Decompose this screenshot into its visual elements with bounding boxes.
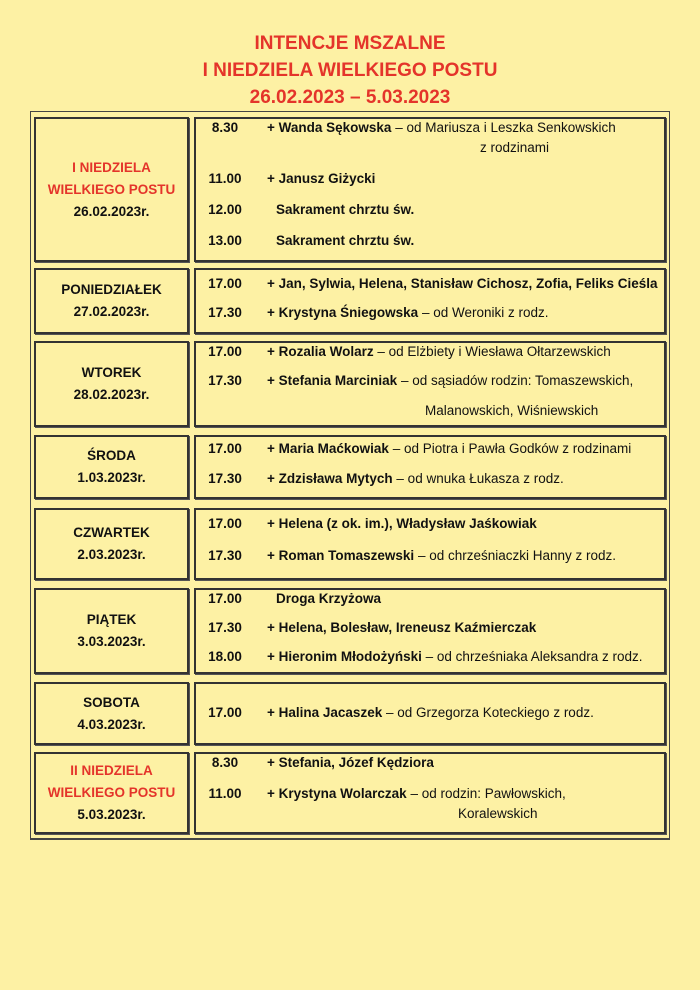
mass-time: 18.00 — [208, 649, 242, 664]
mass-time: 17.00 — [208, 516, 242, 531]
day-date: 26.02.2023r. — [73, 203, 150, 219]
mass-intention-cont: z rodzinami — [480, 140, 550, 155]
mass-intention-name: + Helena, Bolesław, Ireneusz Kaźmierczak — [267, 620, 537, 635]
mass-intention-cont: Malanowskich, Wiśniewskich — [425, 403, 599, 418]
mass-time: 17.30 — [208, 373, 242, 388]
mass-time: 17.00 — [208, 591, 242, 606]
mass-intention-note: – od Grzegorza Koteckiego z rodz. — [382, 705, 594, 720]
mass-intention-note: – od Weroniki z rodz. — [418, 305, 549, 320]
mass-intention-name: + Helena (z ok. im.), Władysław Jaśkowiak — [267, 516, 537, 531]
day-row-sunday-2 — [34, 752, 666, 834]
day-label — [34, 268, 189, 334]
day-label — [34, 435, 189, 499]
mass-intention-note: – od sąsiadów rodzin: Tomaszewskich, — [397, 373, 634, 388]
mass-time: 12.00 — [208, 202, 242, 217]
day-name: PONIEDZIAŁEK — [61, 282, 162, 297]
page-title-line-2: I NIEDZIELA WIELKIEGO POSTU — [202, 60, 498, 81]
mass-time: 17.30 — [208, 620, 242, 635]
day-label — [34, 341, 189, 427]
mass-intention-name: + Stefania Marciniak — [267, 373, 398, 388]
day-row-sunday-1 — [34, 117, 666, 262]
mass-intention-name: + Krystyna Wolarczak — [267, 786, 407, 801]
mass-intention-name: + Rozalia Wolarz — [267, 344, 374, 359]
day-row-saturday — [34, 682, 666, 745]
mass-time: 17.30 — [208, 471, 242, 486]
day-date: 3.03.2023r. — [77, 634, 146, 649]
mass-list — [194, 117, 666, 262]
mass-time: 11.00 — [208, 171, 242, 186]
day-row-friday — [34, 588, 666, 674]
day-row-wednesday — [34, 435, 666, 499]
mass-intention-name: + Maria Maćkowiak — [267, 441, 389, 456]
mass-intention-name: + Jan, Sylwia, Helena, Stanisław Cichosz, Zofia, Feliks Cieśla — [267, 276, 658, 291]
mass-intention-name: + Hieronim Młodożyński — [267, 649, 422, 664]
mass-intention-cont: Koralewskich — [458, 806, 538, 821]
mass-intention-name: + Janusz Giżycki — [267, 171, 376, 186]
day-date: 4.03.2023r. — [77, 716, 146, 732]
day-date: 1.03.2023r. — [77, 470, 146, 485]
day-name: II NIEDZIELA — [70, 763, 153, 778]
mass-list — [194, 268, 666, 334]
mass-list — [194, 508, 666, 580]
day-label — [34, 117, 189, 262]
day-name: I NIEDZIELA — [72, 159, 151, 175]
day-date: 2.03.2023r. — [77, 547, 146, 562]
day-date: 5.03.2023r. — [77, 807, 146, 822]
mass-intention-name: + Wanda Sękowska — [267, 120, 392, 135]
mass-time: 17.30 — [208, 548, 242, 563]
day-date: 28.02.2023r. — [73, 387, 150, 402]
day-label — [34, 588, 189, 674]
mass-intention-name: Sakrament chrztu św. — [276, 233, 415, 248]
day-name: CZWARTEK — [73, 525, 150, 540]
mass-intention-note: – od chrześniaczki Hanny z rodz. — [414, 548, 617, 563]
day-row-monday — [34, 268, 666, 334]
mass-intention-note: – od Mariusza i Leszka Senkowskich — [391, 120, 616, 135]
day-date: 27.02.2023r. — [73, 304, 150, 319]
mass-list — [194, 588, 666, 674]
mass-time: 8.30 — [211, 120, 239, 135]
mass-intention-name: + Roman Tomaszewski — [267, 548, 415, 563]
day-name: SOBOTA — [83, 694, 140, 710]
mass-intention-name: + Krystyna Śniegowska — [267, 305, 419, 320]
day-name-2: WIELKIEGO POSTU — [47, 785, 176, 800]
mass-time: 17.00 — [208, 276, 242, 291]
mass-intention-name: + Halina Jacaszek — [267, 705, 383, 720]
mass-list — [194, 752, 666, 834]
mass-intention-note: – od wnuka Łukasza z rodz. — [392, 471, 564, 486]
mass-time: 17.00 — [208, 441, 242, 456]
day-name: ŚRODA — [87, 448, 136, 463]
day-label — [34, 508, 189, 580]
day-row-thursday — [34, 508, 666, 580]
mass-intention-name: Droga Krzyżowa — [276, 591, 382, 606]
mass-intention-name: + Zdzisława Mytych — [267, 471, 393, 486]
mass-intention-note: – od Piotra i Pawła Godków z rodzinami — [388, 441, 632, 456]
mass-list — [194, 435, 666, 499]
mass-intention-name: Sakrament chrztu św. — [276, 202, 415, 217]
day-name-2: WIELKIEGO POSTU — [47, 181, 176, 197]
mass-list — [194, 682, 666, 745]
mass-time: 17.00 — [208, 344, 242, 359]
mass-time: 17.30 — [208, 305, 242, 320]
day-name: WTOREK — [81, 365, 142, 380]
mass-time: 17.00 — [208, 705, 242, 720]
mass-time: 13.00 — [208, 233, 242, 248]
day-name: PIĄTEK — [86, 612, 137, 627]
mass-time: 8.30 — [211, 755, 239, 770]
mass-list — [194, 341, 666, 427]
mass-time: 11.00 — [208, 786, 242, 801]
mass-intention-note: – od chrześniaka Aleksandra z rodz. — [421, 649, 643, 664]
mass-intention-note: – od rodzin: Pawłowskich, — [406, 786, 566, 801]
page-title-line-1: INTENCJE MSZALNE — [254, 33, 446, 54]
page-title-line-3: 26.02.2023 – 5.03.2023 — [249, 87, 451, 108]
mass-intention-name: + Stefania, Józef Kędziora — [267, 755, 434, 770]
mass-intention-note: – od Elżbiety i Wiesława Ołtarzewskich — [373, 344, 611, 359]
day-row-tuesday — [34, 341, 666, 427]
day-label — [34, 682, 189, 745]
day-label — [34, 752, 189, 834]
